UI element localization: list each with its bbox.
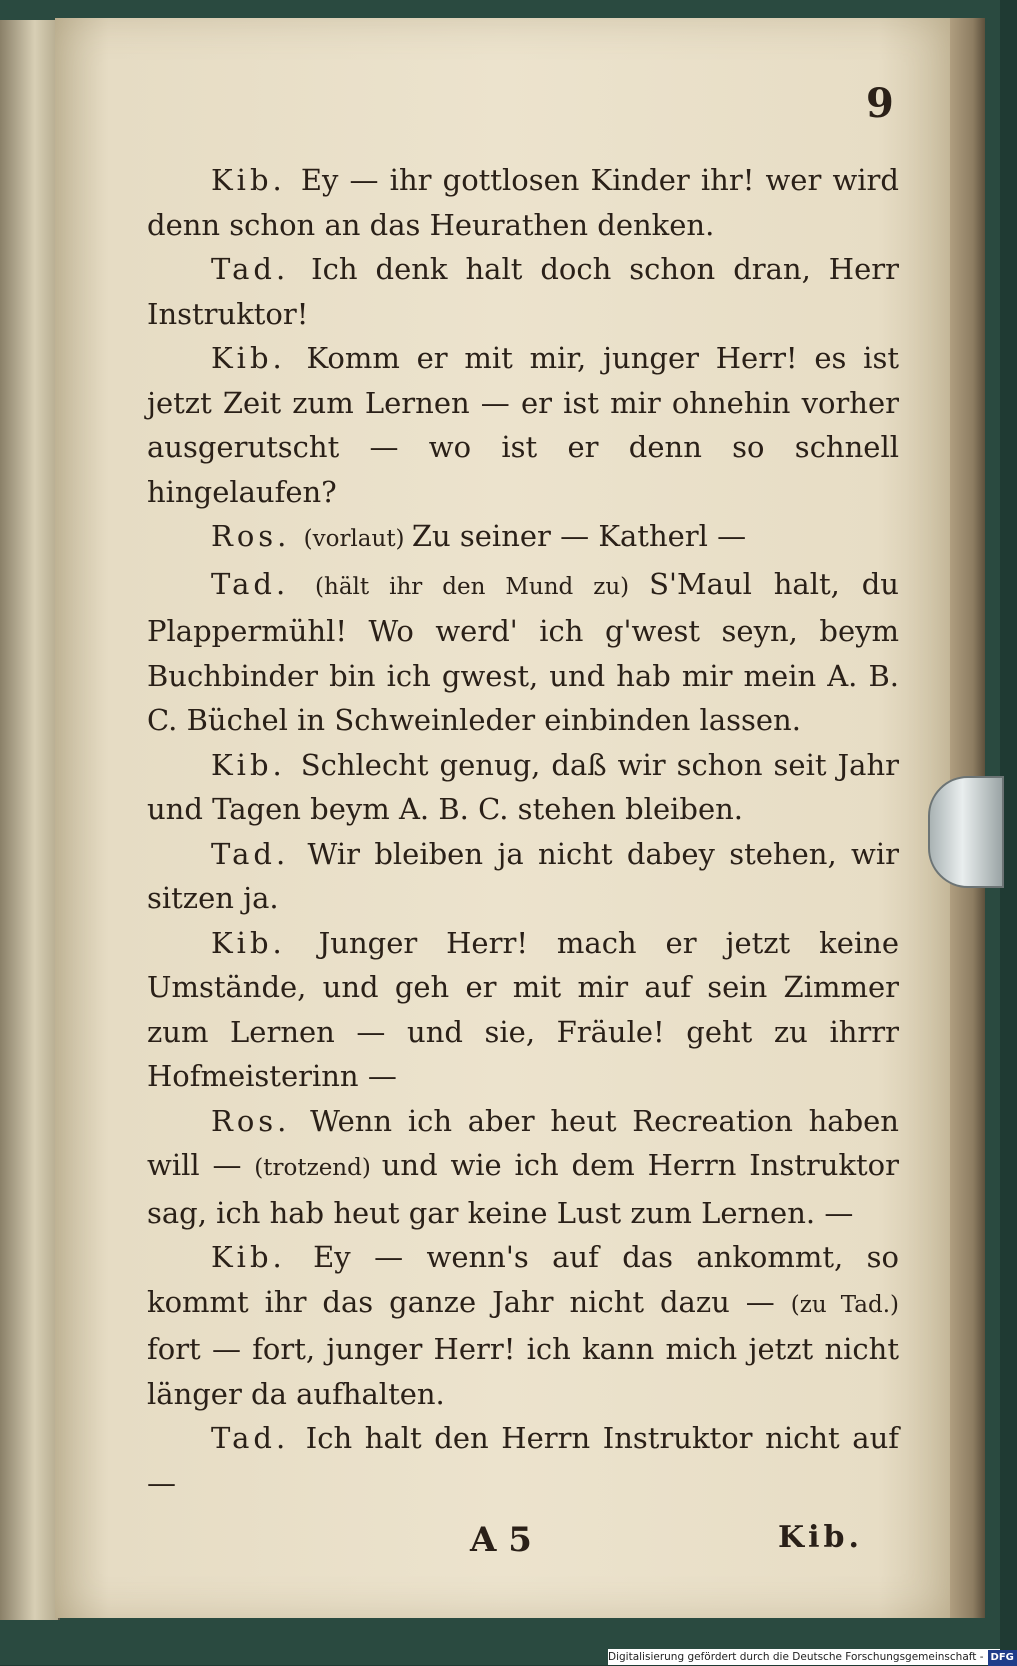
dialogue-paragraph: [147, 158, 899, 247]
dialogue-text: Schlecht genug, daß wir schon seit Jahr und Tagen beym A. B. C. stehen bleiben.: [147, 747, 899, 826]
digitization-credit: [608, 1649, 1014, 1665]
stage-direction: (trotzend): [254, 1155, 382, 1181]
dialogue-paragraph: [147, 1099, 899, 1236]
speaker-name: Ros.: [211, 519, 304, 553]
dialogue-paragraph: [147, 247, 899, 336]
stage-direction: (hält ihr den Mund zu): [315, 573, 650, 600]
dialogue-paragraph: [147, 832, 899, 921]
dialogue-text: S'Maul halt, du Plappermühl! Wo werd' ich g'west seyn, beym Buchbinder bin ich gwest, und hab mir mein A. B. C. Büchel in Schweinleder einbinden lassen.: [147, 566, 899, 737]
dialogue-text: Wir bleiben ja nicht dabey stehen, wir sitzen ja.: [147, 836, 899, 915]
speaker-name: Tad.: [211, 566, 316, 601]
dialogue-text: Ey — ihr gottlosen Kinder ihr! wer wird denn schon an das Heurathen denken.: [147, 163, 899, 242]
speaker-name: Tad.: [211, 1421, 306, 1455]
dialogue-paragraph: [147, 743, 899, 832]
catchword: Kib.: [778, 1520, 863, 1555]
dialogue-text: Komm er mit mir, junger Herr! es ist jetzt Zeit zum Lernen — er ist mir ohnehin vorher ausgerutscht — wo ist er denn so schnell hingelaufen?: [147, 341, 899, 509]
dialogue-paragraph: [147, 921, 899, 1099]
dialogue-text: und wie ich dem Herrn Instruktor sag, ich hab heut gar keine Lust zum Lernen. —: [147, 1148, 899, 1230]
speaker-name: Kib.: [211, 163, 301, 197]
text-body: [147, 158, 899, 1505]
speaker-name: Kib.: [211, 925, 319, 960]
dialogue-paragraph: [147, 562, 899, 743]
page-number: 9: [866, 80, 894, 127]
dialogue-text: Ich halt den Herrn Instruktor nicht auf —: [147, 1421, 899, 1500]
stage-direction: (zu Tad.): [790, 1291, 899, 1318]
dialogue-paragraph: [147, 1416, 899, 1505]
speaker-name: Kib.: [211, 747, 301, 782]
page-footer: [0, 1520, 1000, 1570]
credit-text: Digitalisierung gefördert durch die Deutsche Forschungsgemeinschaft -: [608, 1651, 984, 1663]
dialogue-text: Junger Herr! mach er jetzt keine Umstände, und geh er mit mir auf sein Zimmer zum Lernen — und sie, Fräule! geht zu ihrrr Hofmeisterinn —: [147, 925, 899, 1093]
dialogue-text: fort — fort, junger Herr! ich kann mich jetzt nicht länger da aufhalten.: [147, 1332, 899, 1411]
dialogue-text: Ich denk halt doch schon dran, Herr Instruktor!: [147, 252, 899, 331]
speaker-name: Tad.: [211, 252, 312, 286]
dialogue-text: Ey — wenn's auf das ankommt, so kommt ihr das ganze Jahr nicht dazu —: [147, 1240, 899, 1319]
dialogue-paragraph: [147, 514, 899, 562]
speaker-name: Kib.: [211, 1240, 314, 1274]
signature-mark: A 5: [470, 1520, 532, 1560]
previous-page-edge: [0, 20, 60, 1620]
speaker-name: Ros.: [211, 1103, 311, 1138]
page-clip: [928, 776, 1004, 888]
speaker-name: Tad.: [211, 836, 308, 871]
dialogue-paragraph: [147, 336, 899, 514]
stage-direction: (vorlaut): [303, 526, 412, 552]
dialogue-text: Wenn ich aber heut Recreation haben will —: [147, 1103, 899, 1182]
speaker-name: Kib.: [211, 341, 307, 375]
dialogue-text: Zu seiner — Katherl —: [411, 519, 747, 553]
dialogue-paragraph: [147, 1235, 899, 1416]
dfg-logo: DFG: [988, 1650, 1017, 1666]
